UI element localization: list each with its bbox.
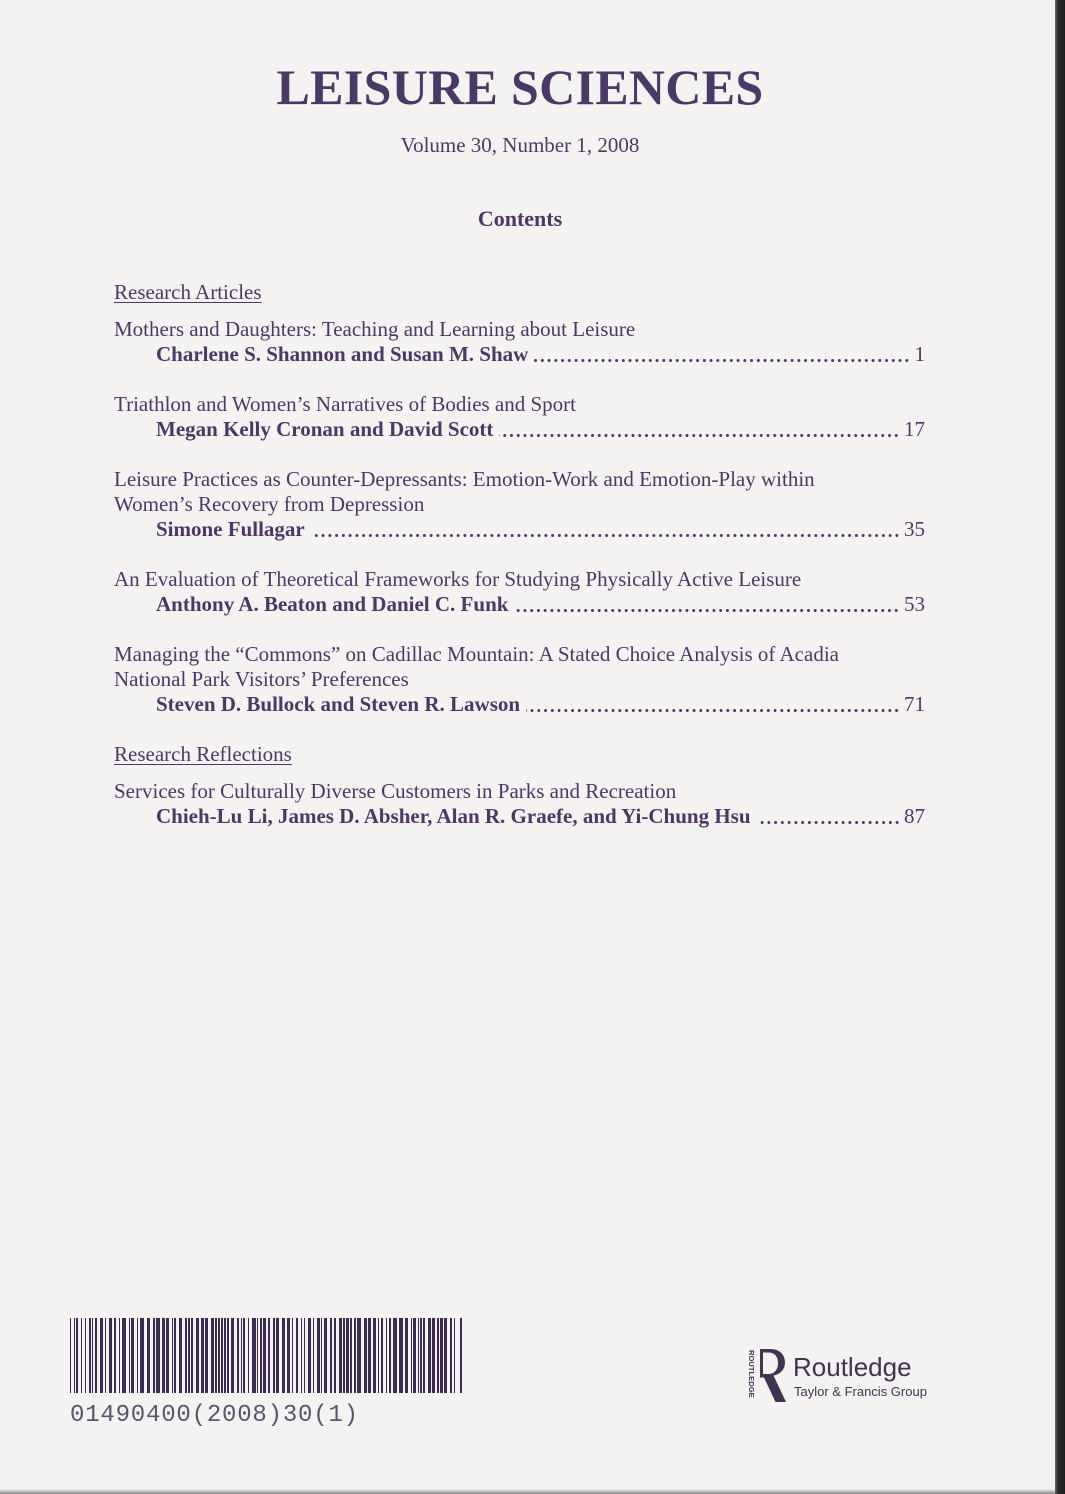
barcode-bar: [386, 1318, 387, 1393]
page-number: 17: [904, 417, 925, 441]
barcode-bar: [92, 1318, 93, 1393]
barcode-bar: [287, 1318, 290, 1393]
publisher-name: Routledge: [793, 1352, 912, 1382]
dot-leader: [514, 609, 900, 612]
barcode-bar: [95, 1318, 97, 1393]
journal-title: LEISURE SCIENCES: [276, 59, 764, 115]
barcode-bar: [313, 1318, 314, 1393]
barcode-bar: [89, 1318, 91, 1393]
logo-vertical-text: ROUTLEDGE: [747, 1350, 756, 1398]
byline-row: [114, 592, 925, 617]
barcode-bar: [324, 1318, 327, 1393]
barcode-bar: [252, 1318, 256, 1393]
barcode-bar: [231, 1318, 234, 1393]
barcode-bar: [188, 1318, 190, 1393]
barcode-bar: [440, 1318, 443, 1393]
barcode-bar: [129, 1318, 130, 1393]
barcode-bar: [304, 1318, 305, 1393]
logo-r-shape: [760, 1349, 786, 1402]
toc-entry: [114, 567, 925, 617]
toc-entry: [114, 779, 925, 829]
barcode-bar: [405, 1318, 408, 1393]
barcode-bar: [276, 1318, 279, 1393]
toc-entry: [114, 642, 925, 717]
barcode-bar: [257, 1318, 258, 1393]
barcode-bar: [444, 1318, 447, 1393]
barcode-bar: [354, 1318, 356, 1393]
barcode-bar: [81, 1318, 82, 1393]
barcode-number: 01490400(2008)30(1): [70, 1402, 359, 1429]
barcode-bar: [350, 1318, 352, 1393]
barcode-bar: [191, 1318, 193, 1393]
publisher-group: Taylor & Francis Group: [794, 1384, 927, 1399]
barcode-bar: [227, 1318, 229, 1393]
toc-section-research-reflections: [114, 742, 925, 829]
barcode-bar: [368, 1318, 371, 1393]
article-authors: Charlene S. Shannon and Susan M. Shaw: [156, 342, 529, 366]
barcode-bar: [237, 1318, 239, 1393]
barcode-bar: [218, 1318, 220, 1393]
page-number: 87: [904, 804, 925, 828]
barcode-bar: [114, 1318, 116, 1393]
barcode-bar: [364, 1318, 367, 1393]
article-title: Managing the “Commons” on Cadillac Mountain: A Stated Choice Analysis of Acadia: [114, 642, 839, 666]
barcode-bar: [147, 1318, 150, 1393]
byline-row: [114, 342, 925, 367]
barcode-bar: [109, 1318, 112, 1393]
page-edge-shadow-bottom: [0, 1489, 1055, 1494]
barcode-bar: [215, 1318, 217, 1393]
section-heading: Research Articles: [114, 280, 262, 304]
contents-heading: Contents: [477, 206, 563, 231]
barcode-bar: [381, 1318, 383, 1393]
article-authors: Anthony A. Beaton and Daniel C. Funk: [156, 592, 509, 616]
barcode-bar: [420, 1318, 422, 1393]
barcode-bar: [263, 1318, 266, 1393]
barcode-bar: [166, 1318, 169, 1393]
dot-leader: [534, 359, 910, 362]
barcode-bar: [76, 1318, 78, 1393]
article-title: Leisure Practices as Counter-Depressants: Emotion-Work and Emotion-Play within: [114, 467, 815, 491]
barcode-bar: [119, 1318, 120, 1393]
page-number: 53: [904, 592, 925, 616]
page-number: 71: [904, 692, 925, 716]
article-title: Mothers and Daughters: Teaching and Learning about Leisure: [114, 317, 636, 341]
toc-entry: [114, 317, 925, 367]
barcode-bar: [243, 1318, 245, 1393]
barcode-bar: [205, 1318, 208, 1393]
barcode-bar: [399, 1318, 403, 1393]
barcode-bar: [201, 1318, 204, 1393]
barcode-bar: [122, 1318, 126, 1393]
barcode-bar: [423, 1318, 425, 1393]
section-heading: Research Reflections: [114, 742, 292, 766]
article-authors: Steven D. Bullock and Steven R. Lawson: [156, 692, 521, 716]
barcode-bar: [211, 1318, 214, 1393]
barcode-bar: [282, 1318, 285, 1393]
barcode-bar: [343, 1318, 345, 1393]
barcode-bar: [334, 1318, 336, 1393]
dot-leader: [499, 434, 900, 437]
byline-row: [114, 517, 925, 542]
barcode-bar: [241, 1318, 242, 1393]
barcode-bar: [389, 1318, 391, 1393]
barcode-bar: [74, 1318, 75, 1393]
dot-leader: [311, 534, 900, 537]
barcode-bar: [437, 1318, 439, 1393]
barcode-bar: [100, 1318, 103, 1393]
barcode-bar: [460, 1318, 462, 1393]
barcode-bar: [339, 1318, 342, 1393]
routledge-logo-icon: [746, 1348, 788, 1404]
toc-entry: [114, 392, 925, 442]
barcode-bar: [346, 1318, 349, 1393]
article-authors: Megan Kelly Cronan and David Scott: [156, 417, 494, 441]
barcode-bar: [418, 1318, 419, 1393]
barcode-bar: [260, 1318, 262, 1393]
barcode-bar: [393, 1318, 397, 1393]
article-title: An Evaluation of Theoretical Frameworks for Studying Physically Active Leisure: [114, 567, 802, 591]
barcode-bar: [221, 1318, 223, 1393]
barcode-bar: [411, 1318, 412, 1393]
barcode-bar: [273, 1318, 275, 1393]
barcode-bar: [137, 1318, 138, 1393]
dot-leader: [757, 821, 900, 824]
barcode-bar: [321, 1318, 322, 1393]
barcode-bar: [413, 1318, 416, 1393]
barcode-bar: [70, 1318, 71, 1393]
dot-leader: [526, 709, 900, 712]
barcode-bar: [172, 1318, 173, 1393]
byline-row: [114, 804, 925, 829]
barcode-bar: [248, 1318, 249, 1393]
barcode-bar: [174, 1318, 176, 1393]
barcode-bar: [185, 1318, 187, 1393]
barcode-bar: [196, 1318, 199, 1393]
article-authors: Simone Fullagar: [156, 517, 305, 541]
table-of-contents: [114, 280, 925, 829]
barcode-bar: [317, 1318, 320, 1393]
barcode-bar: [432, 1318, 435, 1393]
barcode-bar: [131, 1318, 134, 1393]
article-title-continued: Women’s Recovery from Depression: [114, 492, 425, 516]
barcode-bar: [301, 1318, 302, 1393]
byline-row: [114, 417, 925, 442]
barcode-bar: [162, 1318, 165, 1393]
article-authors: Chieh-Lu Li, James D. Absher, Alan R. Graefe, and Yi-Chung Hsu: [156, 804, 751, 828]
toc-entry: [114, 467, 925, 542]
barcode-bar: [153, 1318, 155, 1393]
issue-info: Volume 30, Number 1, 2008: [400, 133, 640, 157]
barcode-bar: [308, 1318, 311, 1393]
page-number: 35: [904, 517, 925, 541]
barcode-bar: [296, 1318, 298, 1393]
barcode-bar: [224, 1318, 226, 1393]
page-edge-shadow-right: [1055, 0, 1065, 1494]
article-title: Triathlon and Women’s Narratives of Bodies and Sport: [114, 392, 577, 416]
barcode-bar: [268, 1318, 270, 1393]
barcode-bar: [330, 1318, 332, 1393]
barcode-bar: [179, 1318, 182, 1393]
barcode-bar: [357, 1318, 361, 1393]
barcode-bar: [85, 1318, 86, 1393]
barcode-bar: [450, 1318, 452, 1393]
toc-section-research-articles: [114, 280, 925, 717]
article-title: Services for Culturally Diverse Customers in Parks and Recreation: [114, 779, 677, 803]
barcode-bar: [428, 1318, 431, 1393]
barcode-bar: [140, 1318, 144, 1393]
barcode-bar: [292, 1318, 293, 1393]
barcode: [70, 1318, 462, 1393]
barcode-bar: [378, 1318, 379, 1393]
byline-row: [114, 692, 925, 717]
barcode-bar: [156, 1318, 160, 1393]
barcode-bar: [454, 1318, 455, 1393]
barcode-bar: [105, 1318, 106, 1393]
page-number: 1: [914, 342, 925, 366]
article-title-continued: National Park Visitors’ Preferences: [114, 667, 409, 691]
barcode-bar: [373, 1318, 376, 1393]
